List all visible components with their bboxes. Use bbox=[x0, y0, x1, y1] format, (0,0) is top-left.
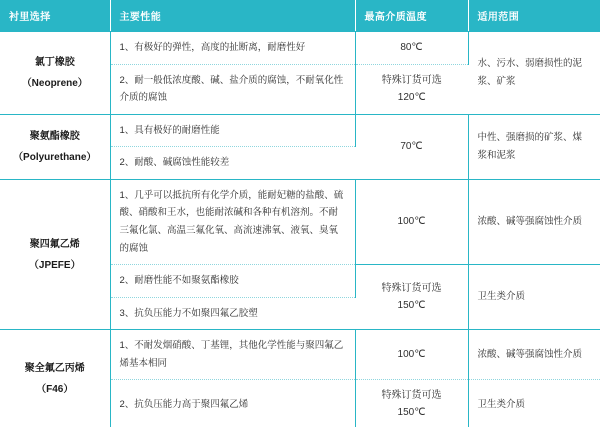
cell-temperature-neoprene-2: 特殊订货可选 120℃ bbox=[355, 64, 468, 114]
cell-performance-neoprene-2: 2、耐一般低浓度酸、碱、盐介质的腐蚀，不耐氧化性介质的腐蚀 bbox=[110, 64, 355, 114]
cell-range-neoprene: 水、污水、弱磨损性的泥浆、矿浆 bbox=[468, 32, 600, 115]
header-max-temperature: 最高介质温度 bbox=[355, 0, 468, 32]
header-row bbox=[0, 0, 600, 32]
cell-range-f46-1: 浓酸、碱等强腐蚀性介质 bbox=[468, 330, 600, 380]
cell-performance-polyurethane-1: 1、具有极好的耐磨性能 bbox=[110, 114, 355, 147]
cell-range-jpefe-1: 浓酸、碱等强腐蚀性介质 bbox=[468, 179, 600, 264]
cell-performance-jpefe-3: 3、抗负压能力不如聚四氟乙胶塑 bbox=[110, 297, 355, 330]
table-header bbox=[0, 0, 600, 32]
cell-range-f46-2: 卫生类介质 bbox=[468, 380, 600, 427]
cell-lining-f46: 聚全氟乙丙烯 （F46） bbox=[0, 330, 110, 427]
header-application-range: 适用范围 bbox=[468, 0, 600, 32]
cell-performance-neoprene-1: 1、有极好的弹性，高度的扯断离，耐磨性好 bbox=[110, 32, 355, 65]
table-row bbox=[0, 330, 600, 380]
cell-temperature-neoprene-1: 80℃ bbox=[355, 32, 468, 65]
cell-performance-f46-2: 2、抗负压能力高于聚四氟乙烯 bbox=[110, 380, 355, 427]
cell-temperature-polyurethane: 70℃ bbox=[355, 114, 468, 179]
cell-range-jpefe-2: 卫生类介质 bbox=[468, 265, 600, 330]
header-performance: 主要性能 bbox=[110, 0, 355, 32]
table-body bbox=[0, 32, 600, 427]
cell-performance-polyurethane-2: 2、耐酸、碱腐蚀性能较差 bbox=[110, 147, 355, 180]
cell-performance-f46-1: 1、不耐发烟硝酸、丁基锂，其他化学性能与聚四氟乙烯基本相同 bbox=[110, 330, 355, 380]
table-row bbox=[0, 32, 600, 65]
cell-temperature-jpefe-2: 特殊订货可选 150℃ bbox=[355, 265, 468, 330]
cell-lining-polyurethane: 聚氨酯橡胶 （Polyurethane） bbox=[0, 114, 110, 179]
cell-performance-jpefe-2: 2、耐磨性能不如聚氨酯橡胶 bbox=[110, 265, 355, 298]
table-row bbox=[0, 114, 600, 147]
cell-range-polyurethane: 中性、强磨损的矿浆、煤浆和泥浆 bbox=[468, 114, 600, 179]
cell-temperature-f46-1: 100℃ bbox=[355, 330, 468, 380]
cell-temperature-jpefe-1: 100℃ bbox=[355, 179, 468, 264]
cell-temperature-f46-2: 特殊订货可选 150℃ bbox=[355, 380, 468, 427]
table-row bbox=[0, 179, 600, 264]
cell-lining-neoprene: 氯丁橡胶 （Neoprene） bbox=[0, 32, 110, 115]
cell-lining-jpefe: 聚四氟乙烯 （JPEFE） bbox=[0, 179, 110, 329]
header-lining: 衬里选择 bbox=[0, 0, 110, 32]
cell-performance-jpefe-1: 1、几乎可以抵抗所有化学介质，能耐妃糖的盐酸、硫酸、硝酸和王水，也能耐浓碱和各种有机溶剂。不耐三氟化氯、高温三氟化氧、高流速沸氧、液氧、臭氧的腐蚀 bbox=[110, 179, 355, 264]
